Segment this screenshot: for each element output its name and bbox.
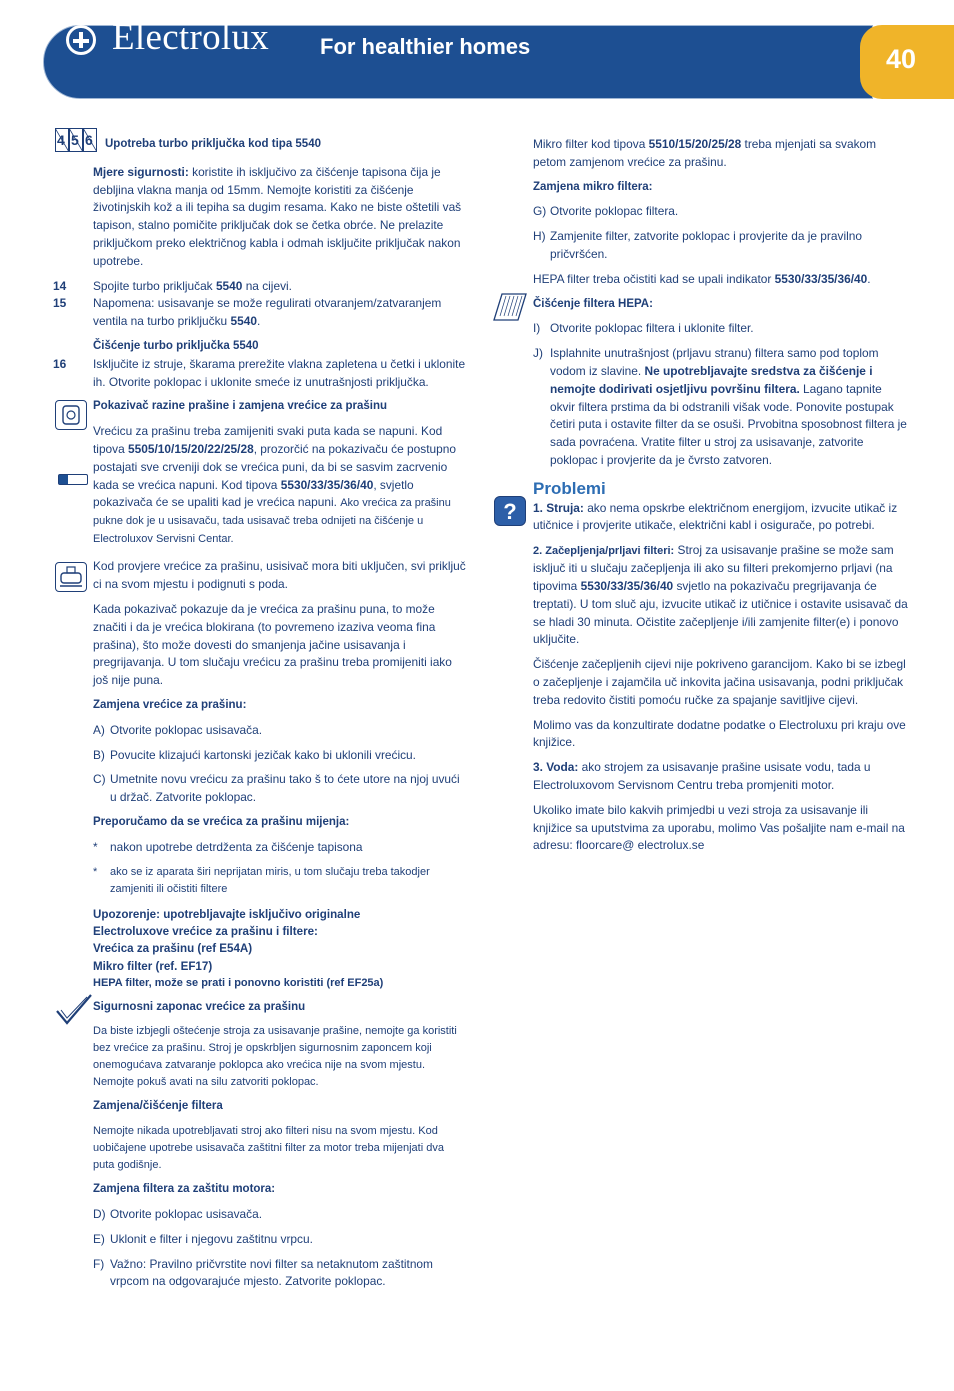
- warning-line: Vrećica za prašinu (ref E54A): [93, 942, 253, 956]
- turbo-steps-icon: [55, 128, 97, 152]
- indicator-note: Ako vrećica za prašinu pukne dok je u usisavaču, tada usisavač treba odnijeti na čišćenje u Electroluxov Servisni Centar.: [93, 497, 451, 546]
- micro-title: Zamjena mikro filtera:: [533, 180, 653, 193]
- left-column: [53, 136, 468, 1298]
- list-item: B) Povucite klizajući kartonski jezičak kako bi uklonili vrećicu.: [93, 747, 416, 762]
- model-code: 5530/33/35/36/40: [774, 271, 868, 286]
- warning-line: Electroluxove vrećice za prašinu i filtere:: [93, 924, 318, 938]
- problem-lead: 2. Začepljenja/prljavi filteri:: [533, 545, 675, 558]
- latch-paragraph: Da biste izbjegli oštećenje stroja za usisavanje prašine, nemojte ga koristiti bez vrećice za prašinu. Stroj je opskrbljen sigurnosnim zaponcem koji onemogućava zatvaranje poklopca ako vrećica nije na svom mjestu. Nemojte pokuš avati na silu zatvoriti poklopac.: [93, 1025, 457, 1089]
- step-text: .: [256, 314, 261, 329]
- model-code: 5505/10/15/20/22/25/28: [128, 441, 254, 456]
- warning-block: [93, 906, 468, 993]
- safety-lead: Mjere sigurnosti:: [93, 164, 189, 179]
- list-item: H) Zamjenite filter, zatvorite poklopac i provjerite da je pravilno pričvršćen.: [533, 229, 862, 261]
- step-number: 14: [53, 278, 67, 293]
- turbo-title: Upotreba turbo priključka kod tipa 5540: [105, 138, 321, 150]
- list-item: I) Otvorite poklopac filtera i uklonite filter.: [533, 321, 754, 336]
- right-column: [533, 136, 908, 862]
- problem-paragraph: Molimo vas da konzultirate dodatne podatke o Electroluxu pri kraju ove knjižice.: [533, 717, 906, 750]
- step-number: 16: [53, 356, 67, 371]
- step-text: Napomena: usisavanje se može regulirati otvaranjem/zatvaranjem ventila na turbo priključku: [93, 296, 442, 329]
- bag-replace-title: Zamjena vrećice za prašinu:: [93, 698, 247, 711]
- turbo-step-digit: 6: [85, 132, 93, 148]
- list-item: C) Umetnite novu vrećicu za prašinu tako š to ćete utore na njoj uvući u držač. Zatvorite poklopac.: [93, 772, 460, 805]
- list-item: G) Otvorite poklopac filtera.: [533, 204, 679, 219]
- problem-text: Stroj za usisavanje prašine se može sam isključ iti u slučaju začepljenja ili ako su filteri prekomjerno prljavi (na tipovima: [533, 543, 894, 593]
- list-item: D) Otvorite poklopac usisavača.: [93, 1206, 263, 1221]
- model-code: 5530/33/35/36/40: [580, 578, 674, 593]
- vacuum-check-icon: [55, 562, 87, 592]
- micro-text: Mikro filter kod tipova: [533, 137, 649, 151]
- problem-text: svjetlo na pokazivaču pregrijavanja će treptati). U tom sluč aju, izvucite utikač iz utičnice i ostavite usisavač da se hladi 30 minuta. Očistite začepljenje i/ili zamjenite filter(e) i ponovo uključite.: [533, 578, 908, 647]
- problem-text: ako strojem za usisavanje prašine usisate vodu, tada u Electroluxovom Servisnom Centru treba promjeniti motor.: [533, 760, 871, 792]
- problems-title: Problemi: [533, 478, 606, 498]
- problem-lead: 1. Struja:: [533, 500, 584, 515]
- page-number: 40: [886, 44, 917, 74]
- step-number: 15: [53, 296, 67, 311]
- model-code: 5540: [215, 278, 243, 293]
- model-code: 5530/33/35/36/40: [280, 477, 374, 492]
- hepa-filter-icon: [492, 292, 528, 322]
- filter-title: Zamjena/čišćenje filtera: [93, 1100, 223, 1113]
- list-item: * ako se iz aparata širi neprijatan miris, u tom slučaju treba takodjer zamjeniti ili očistiti filtere: [93, 865, 430, 895]
- warning-line: Upozorenje: upotrebljavajte isključivo originalne: [93, 907, 361, 921]
- hepa-title: Čišćenje filtera HEPA:: [533, 297, 653, 310]
- brand-name: Electrolux: [112, 17, 270, 58]
- indicator-text: Vrećicu za prašinu treba zamijeniti svaki puta kada se napuni. Kod tipova: [93, 424, 443, 456]
- list-item: F) Važno: Pravilno pričvrstite novi filter sa netaknutom zaštitnom vrpcom na odgovarajuće mjesto. Zatvorite poklopac.: [93, 1256, 433, 1289]
- problem-paragraph: Čišćenje začepljenih cijevi nije pokriveno garancijom. Kako bi se izbegl o začepljenje i zajamčila uč inkovita jačina usisavanja, podni priključak treba redovito čistiti pomoću ručke za spajanje savitljive cijevi.: [533, 657, 906, 707]
- latch-title: Sigurnosni zaponac vrećice za prašinu: [93, 1000, 306, 1013]
- problem-text: ako nema opskrbe električnom energijom, izvucite utikač iz utičnice i provjerite utikače, električni kabl i osigurače, po potrebi.: [533, 500, 898, 533]
- list-item: * nakon upotrebe detrdženta za čišćenje tapisona: [93, 839, 363, 854]
- check-paragraph: Kod provjere vrećice za prašinu, usisivač mora biti uključen, svi priključ ci na svom mjestu i podignuti s poda.: [93, 559, 466, 592]
- warning-line: Mikro filter (ref. EF17): [93, 959, 213, 973]
- turbo-step-digit: 4: [57, 132, 65, 148]
- electrolux-logo-icon: [66, 25, 96, 55]
- full-paragraph: Kada pokazivač pokazuje da je vrećica za prašinu puna, to može značiti i da je vrećica blokirana (to povremeno izaziva veoma fina prašina), što može dovesti do smanjenja jačine usisavanja i pregrijavanja. U tom slučaju vrećicu za prašinu treba promijeniti iako još nije puna.: [93, 601, 452, 688]
- problem-lead: 3. Voda:: [533, 760, 579, 775]
- warning-line: HEPA filter, može se prati i ponovno koristiti (ref EF25a): [93, 977, 384, 990]
- list-item: J) Isplahnite unutrašnjost (prljavu stranu) filtera samo pod toplom vodom iz slavine. Ne upotrebljavajte sredstva za čišćenje i nemojte dodirivati osjetljivu površinu filtera. Lagano tapnite okvir filtera prstima da bi odstranili višak vode. Ponovite postupak četiri puta i ostavite filter da se osuši. Prvobitna sposobnost filtera je sada povraćena. Vratite filter u stroj za usisavanje, zatvorite poklopac i provjerite da je čvrsto zatvoren.: [533, 346, 907, 467]
- step-text: na cijevi.: [242, 278, 292, 293]
- hepa-text: .: [867, 271, 871, 286]
- indicator-title: Pokazivač razine prašine i zamjena vrećice za prašinu: [93, 400, 388, 413]
- indicator-icon: [58, 474, 88, 485]
- question-icon: ?: [494, 496, 526, 526]
- clean-turbo-title: Čišćenje turbo priključka 5540: [93, 339, 259, 352]
- problem-paragraph: Ukoliko imate bilo kakvih primjedbi u vezi stroja za usisavanje ili knjižice sa uputstvima za uporabu, molimo Vas pošaljite nam e-mail na adresu: floorcare@ electrolux.se: [533, 802, 905, 853]
- step-text: Spojite turbo priključak: [93, 278, 216, 293]
- recommend-title: Preporučamo da se vrećica za prašinu mijenja:: [93, 815, 350, 828]
- model-code: 5540: [230, 314, 257, 329]
- step-text: Isključite iz struje, škarama prerežite vlakna zapletena u četki i uklonite ih. Otvorite poklopac i uklonite smeće iz unutrašnjosti priključka.: [93, 356, 466, 389]
- indicator-text: , prozorčić na pokazivaču će postupno postajati sve crveniji dok se vrećica puni, da bi se sasvim zacrvenio kada se vrećica napuni. Kod tipova: [93, 441, 456, 492]
- turbo-step-digit: 5: [71, 132, 79, 148]
- list-item: E) Uklonit e filter i njegovu zaštitnu vrpcu.: [93, 1231, 313, 1246]
- dust-bag-icon: [55, 400, 87, 430]
- indicator-text: , svjetlo pokazivača će se upaliti kad je vrećica napuni.: [93, 477, 414, 510]
- micro-text: treba mjenjati sa svakom petom zamjenom vrećice za prašinu.: [533, 137, 877, 169]
- brand-tagline: For healthier homes: [320, 34, 531, 59]
- checkmark-icon: [55, 993, 93, 1029]
- model-code: 5510/15/20/25/28: [648, 137, 742, 151]
- motor-filter-title: Zamjena filtera za zaštitu motora:: [93, 1183, 276, 1196]
- safety-text: koristite ih isključivo za čišćenje tapisona čija je debljina vlakna manja od 15mm. Nemojte koristiti za čišćenje životinjskih kož a ili tepiha sa dugim resama. Kako ne biste oštetili vaš tapison, stalno pomičite priključak dok se četka obrće. Ne prelazite priključkom preko električnog kabla i odmah isključite priključak nakon upotrebe.: [93, 164, 462, 268]
- filter-paragraph: Nemojte nikada upotrebljavati stroj ako filteri nisu na svom mjestu. Kod uobičajene upotrebe usisavača zaštitni filter za motor treba mijenjati dva puta godišnje.: [93, 1125, 444, 1172]
- hepa-text: HEPA filter treba očistiti kad se upali indikator: [533, 271, 775, 286]
- list-item: A) Otvorite poklopac usisavača.: [93, 722, 263, 737]
